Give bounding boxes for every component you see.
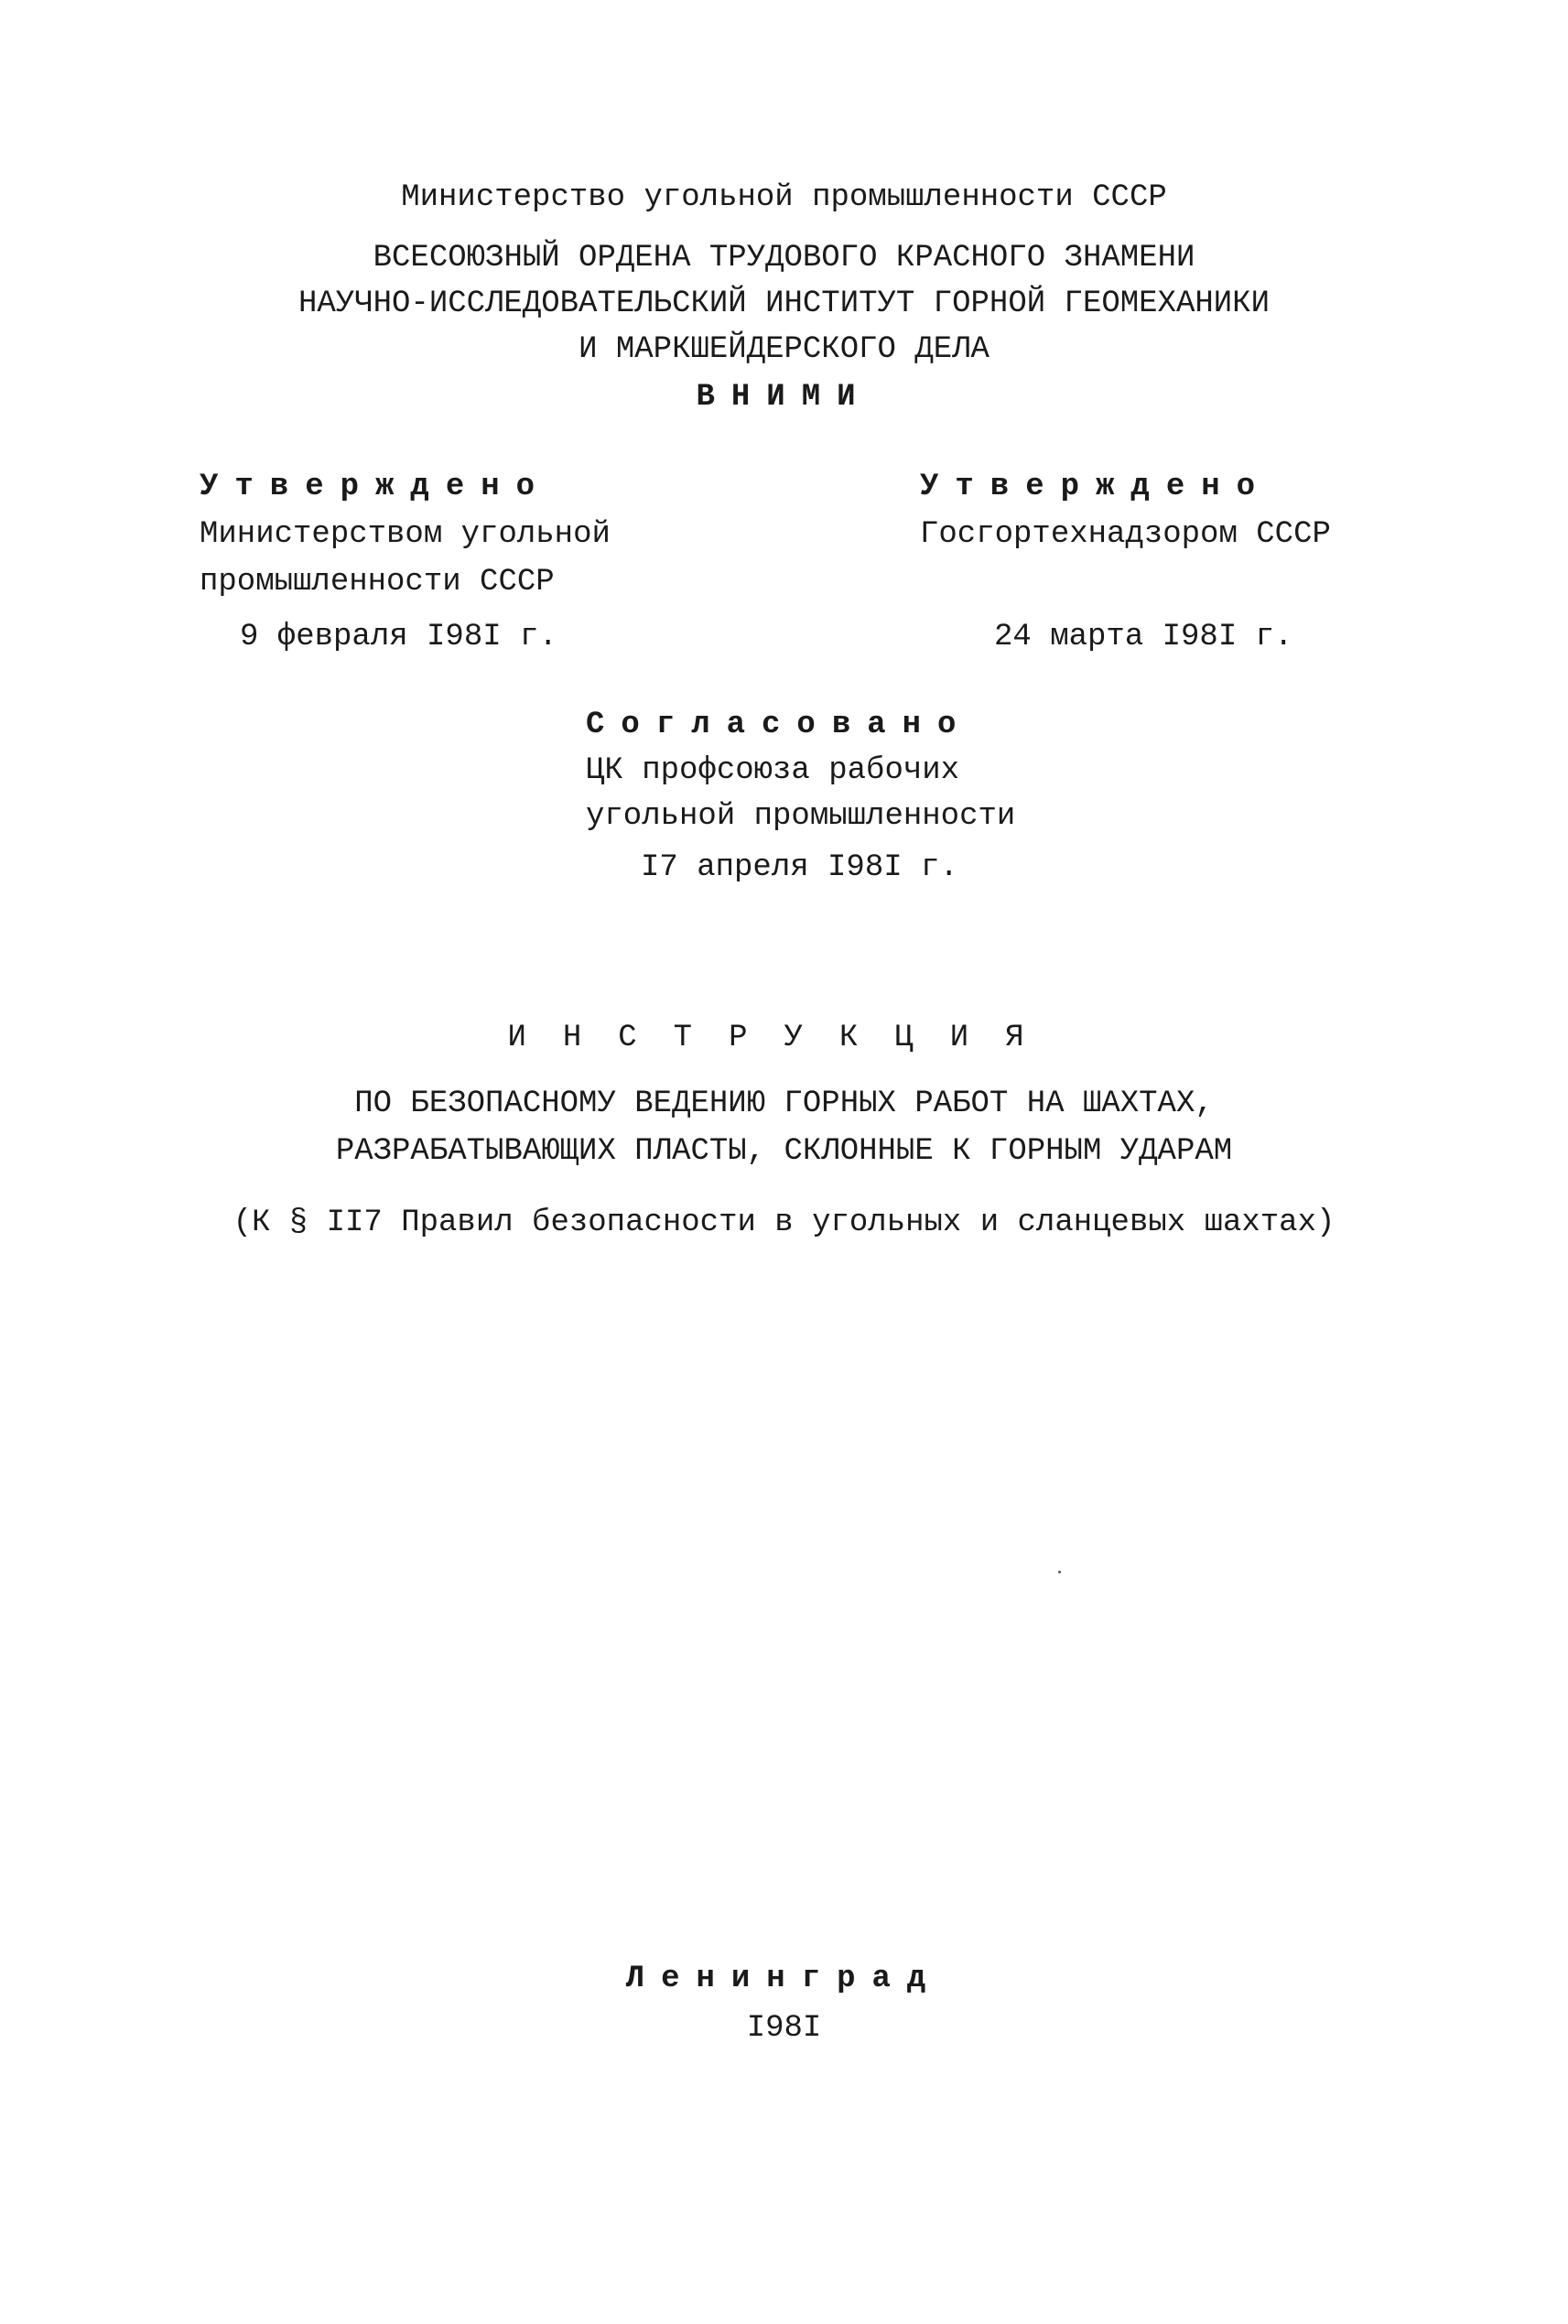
- publication-year: I98I: [746, 2011, 822, 2046]
- approval-right: [920, 469, 1331, 553]
- institute-acronym: ВНИМИ: [696, 380, 872, 415]
- agreed-line-2: угольной промышленности: [586, 799, 1016, 834]
- approval-left-date: 9 февраля I98I г.: [240, 620, 557, 654]
- ministry-name: Министерство угольной промышленности СССР: [401, 180, 1167, 215]
- agreed-label: Согласовано: [586, 708, 973, 742]
- publication-city: Ленинград: [625, 1962, 943, 1996]
- agreed-line-1: ЦК профсоюза рабочих: [586, 753, 960, 788]
- scan-speck: [1058, 1571, 1061, 1573]
- document-title-line-1: ПО БЕЗОПАСНОМУ ВЕДЕНИЮ ГОРНЫХ РАБОТ НА ШАХТАХ,: [354, 1086, 1214, 1121]
- document-reference: (К § II7 Правил безопасности в угольных и сланцевых шахтах): [232, 1205, 1336, 1240]
- institute-line-1: ВСЕСОЮЗНЫЙ ОРДЕНА ТРУДОВОГО КРАСНОГО ЗНАМЕНИ: [373, 241, 1195, 276]
- approval-left: [200, 469, 611, 600]
- approval-right-date: 24 марта I98I г.: [994, 620, 1293, 654]
- agreed-date: I7 апреля I98I г.: [641, 850, 958, 885]
- approval-left-line-2: промышленности СССР: [200, 565, 555, 600]
- approval-left-line-1: Министерством угольной: [200, 517, 611, 552]
- document-type: ИНСТРУКЦИЯ: [507, 1021, 1061, 1055]
- approval-right-label: Утверждено: [920, 470, 1272, 504]
- approval-right-line-1: Госгортехнадзором СССР: [920, 517, 1331, 552]
- approval-left-label: Утверждено: [200, 470, 552, 504]
- institute-line-2: НАУЧНО-ИССЛЕДОВАТЕЛЬСКИЙ ИНСТИТУТ ГОРНОЙ ГЕОМЕХАНИКИ: [298, 286, 1270, 321]
- institute-line-3: И МАРКШЕЙДЕРСКОГО ДЕЛА: [579, 332, 989, 367]
- agreed-block: [586, 707, 1015, 886]
- document-title-line-2: РАЗРАБАТЫВАЮЩИХ ПЛАСТЫ, СКЛОННЫЕ К ГОРНЫМ УДАРАМ: [335, 1134, 1233, 1169]
